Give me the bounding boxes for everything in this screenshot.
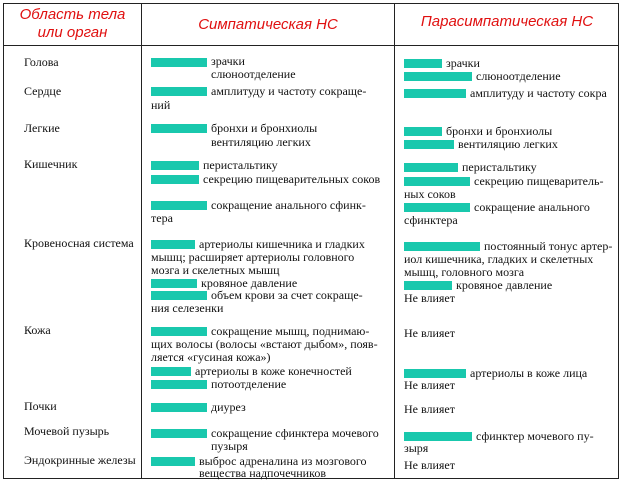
para-blad-1: сфинктер мочевого пу- (476, 429, 594, 443)
effect-bar (404, 432, 472, 441)
symp-int-1: перистальтику (203, 158, 278, 172)
para-kid-1: Не влияет (404, 402, 455, 416)
effect-bar (151, 161, 199, 170)
effect-bar (151, 291, 207, 300)
organ-circulatory: Кровеносная система (24, 236, 134, 250)
effect-bar (404, 281, 452, 290)
header-sympathetic: Симпатическая НС (198, 16, 338, 33)
para-circ-2: иол кишечника, гладких и скелетных (404, 252, 594, 266)
symp-kid-1: диурез (211, 400, 246, 414)
symp-circ-3: мозга и скелетных мышц (151, 263, 280, 277)
para-int-4: сокращение анального (474, 200, 590, 214)
para-circ-1: постоянный тонус артер- (484, 239, 613, 253)
effect-bar (151, 87, 207, 96)
symp-skin-4: артериолы в коже конечностей (195, 364, 352, 378)
effect-bar (404, 242, 480, 251)
column-divider-2 (394, 3, 395, 479)
effect-bar (151, 279, 197, 288)
para-int-5: сфинктера (404, 213, 458, 227)
effect-bar (151, 327, 207, 336)
organ-intestine: Кишечник (24, 157, 78, 171)
para-head-1: зрачки (446, 56, 480, 70)
symp-blad-1: сокращение сфинктера мочевого (211, 426, 379, 440)
organ-skin: Кожа (24, 323, 51, 337)
symp-circ-1: артериолы кишечника и гладких (199, 237, 365, 251)
effect-bar (151, 58, 207, 67)
effect-bar (151, 403, 207, 412)
para-int-2: секрецию пищеваритель- (474, 174, 604, 188)
effect-bar (404, 89, 466, 98)
organ-bladder: Мочевой пузырь (24, 424, 110, 438)
organ-heart: Сердце (24, 84, 62, 98)
para-skin-2: артериолы в коже лица (470, 366, 588, 380)
para-lungs-2: вентиляцию легких (458, 137, 558, 151)
symp-head-1: зрачки (211, 54, 245, 68)
symp-circ-6: ния селезенки (151, 301, 224, 315)
effect-bar (151, 367, 191, 376)
symp-endo-2: вещества надпочечников (199, 466, 326, 480)
effect-bar (151, 240, 195, 249)
para-heart-1: амплитуду и частоту сокра (470, 86, 607, 100)
header-organ-line1: Область тела (19, 6, 126, 23)
header-organ (4, 6, 141, 42)
effect-bar (151, 175, 199, 184)
symp-heart-1: амплитуду и частоту сокраще- (211, 84, 367, 98)
effect-bar (151, 380, 207, 389)
effect-bar (151, 201, 207, 210)
effect-bar (404, 140, 454, 149)
effect-bar (404, 127, 442, 136)
symp-skin-3: ляется «гусиная кожа») (151, 350, 271, 364)
organ-kidneys: Почки (24, 399, 57, 413)
para-head-2: слюноотделение (476, 69, 561, 83)
column-divider-1 (141, 3, 142, 479)
effect-bar (404, 369, 466, 378)
effect-bar (404, 72, 472, 81)
symp-int-3: сокращение анального сфинк- (211, 198, 366, 212)
organ-head: Голова (24, 55, 59, 69)
header-divider (3, 45, 619, 46)
para-int-3: ных соков (404, 187, 456, 201)
symp-skin-2: щих волосы (волосы «встают дыбом», появ- (151, 337, 378, 351)
effect-bar (404, 203, 470, 212)
symp-blad-2: пузыря (211, 439, 248, 453)
symp-heart-2: ний (151, 98, 171, 112)
symp-endo-1: выброс адреналина из мозгового (199, 454, 367, 468)
para-skin-3: Не влияет (404, 378, 455, 392)
effect-bar (404, 59, 442, 68)
symp-circ-5: объем крови за счет сокраще- (211, 288, 363, 302)
effect-bar (404, 177, 470, 186)
para-endo-1: Не влияет (404, 458, 455, 472)
symp-skin-5: потоотделение (211, 377, 287, 391)
header-organ-line2: или орган (37, 24, 108, 41)
para-circ-5: Не влияет (404, 291, 455, 305)
symp-head-2: слюноотделение (211, 67, 296, 81)
para-circ-3: мышц, головного мозга (404, 265, 525, 279)
symp-skin-1: сокращение мышц, поднимаю- (211, 324, 370, 338)
symp-circ-2: мышц; расширяет артериолы головного (151, 250, 355, 264)
para-skin-1: Не влияет (404, 326, 455, 340)
symp-lungs-1: бронхи и бронхиолы (211, 121, 318, 135)
organ-endocrine: Эндокринные железы (24, 453, 136, 467)
symp-int-2: секрецию пищеварительных соков (203, 172, 381, 186)
para-int-1: перистальтику (462, 160, 537, 174)
symp-lungs-2: вентиляцию легких (211, 135, 311, 149)
effect-bar (151, 124, 207, 133)
para-circ-4: кровяное давление (456, 278, 553, 292)
para-blad-2: зыря (404, 441, 429, 455)
symp-int-4: тера (151, 211, 173, 225)
header-parasympathetic: Парасимпатическая НС (420, 13, 594, 30)
effect-bar (151, 457, 195, 466)
effect-bar (151, 429, 207, 438)
effect-bar (404, 163, 458, 172)
symp-circ-4: кровяное давление (201, 276, 298, 290)
para-lungs-1: бронхи и бронхиолы (446, 124, 553, 138)
organ-lungs: Легкие (24, 121, 60, 135)
